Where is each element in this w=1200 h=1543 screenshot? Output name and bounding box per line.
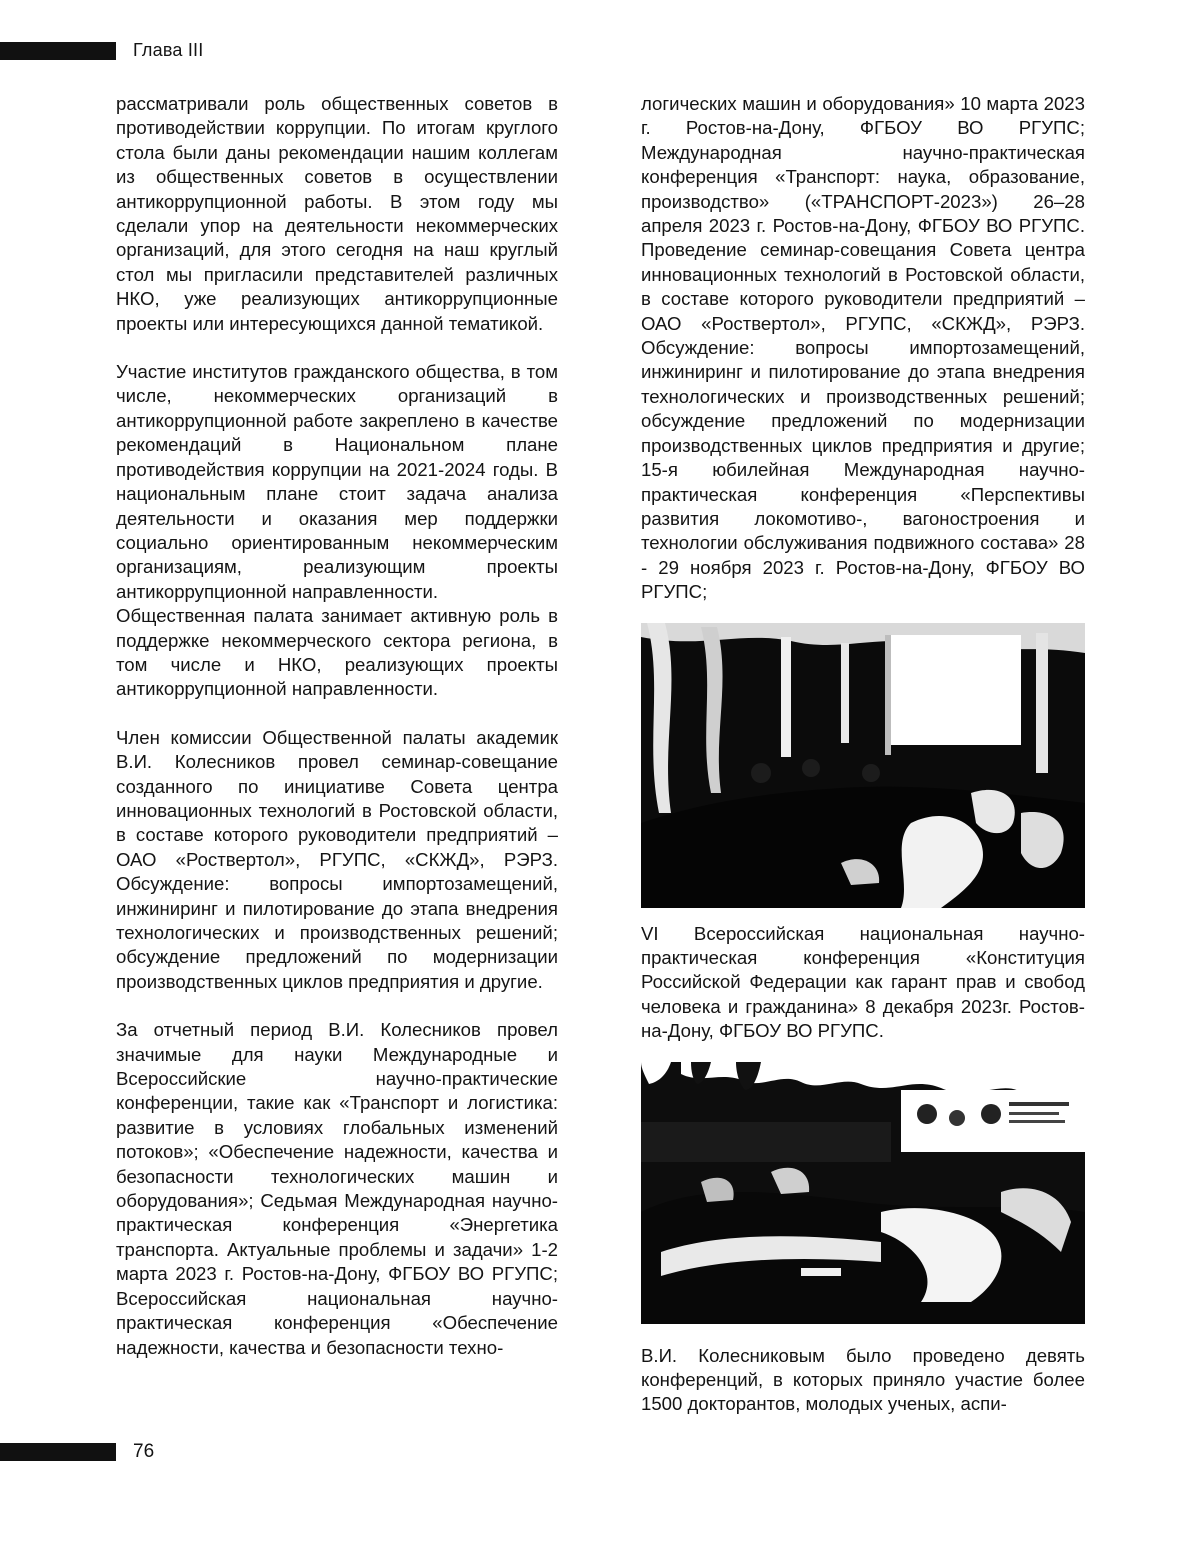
paragraph: логических машин и оборудования» 10 марта 2023 г. Ростов-на-Дону, ФГБОУ ВО РГУПС; Международная научно-практическая конференция «Транспорт: наука, образование, производство» («ТРАНСПОРТ-2023») 26–28 апреля 2023 г. Ростов-на-Дону, ФГБОУ ВО РГУПС. Проведение семинар-совещания Совета центра инновационных технологий в Ростовской области, в составе которого руководители предприятий – ОАО «Роствертол», РГУПС, «СКЖД», РЭРЗ. Обсуждение: вопросы импортозамещений, инжиниринг и пилотирование до этапа внедрения технологических и производственных решений; обсуждение предложений по модернизации производственных циклов предприятия и другие; 15-я юбилейная Международная научно-практическая конференция «Перспективы развития локомотиво-, вагоностроения и технологии обслуживания подвижного состава» 28 - 29 ноября 2023 г. Ростов-на-Дону, ФГБОУ ВО РГУПС; xyxy=(641,93,1085,603)
paragraph: Участие институтов гражданского общества, в том числе, некоммерческих организаций в антикоррупционной работе закреплено в качестве рекомендаций в Национальном плане противодействия коррупции на 2021-2024 годы. В национальным плане стоит задача анализа деятельности и оказания мер поддержки социально ориентированным некоммерческим организациям, реализующим проекты антикоррупционной направленности. xyxy=(116,361,558,602)
conference-hall-photo xyxy=(641,623,1085,908)
footer-bar xyxy=(0,1443,116,1461)
conference-room-photo xyxy=(641,1062,1085,1324)
chapter-title: Глава III xyxy=(133,40,204,60)
left-column xyxy=(116,92,558,1360)
page-number: 76 xyxy=(133,1441,155,1462)
header-bar xyxy=(0,42,116,60)
photo-caption: VI Всероссийская национальная научно-практическая конференция «Конституция Российской Федерации как гарант прав и свобод человека и гражданина» 8 декабря 2023г. Ростов-на-Дону, ФГБОУ ВО РГУПС. xyxy=(641,922,1085,1042)
right-column xyxy=(641,92,1085,1417)
paragraph: В.И. Колесниковым было проведено девять конференций, в которых приняло участие более 1500 докторантов, молодых ученых, аспи- xyxy=(641,1344,1085,1415)
paragraph: рассматривали роль общественных советов в противодействии коррупции. По итогам круглого стола были даны рекомендации нашим коллегам из общественных советов в осуществлении антикоррупционной работы. В этом году мы сделали упор на деятельности некоммерческих организаций, для этого сегодня на наш круглый стол мы пригласили представителей различных НКО, уже реализующих антикоррупционные проекты или интересующихся данной тематикой. xyxy=(116,93,558,334)
paragraph: За отчетный период В.И. Колесников провел значимые для науки Международные и Всероссийские научно-практические конференции, такие как «Транспорт и логистика: развитие в условиях глобальных изменений потоков»; «Обеспечение надежности, качества и безопасности технологических машин и оборудования»; Седьмая Международная научно-практическая конференция «Энергетика транспорта. Актуальные проблемы и задачи» 1-2 марта 2023 г. Ростов-на-Дону, ФГБОУ ВО РГУПС; Всероссийская национальная научно-практическая конференция «Обеспечение надежности, качества и безопасности техно- xyxy=(116,1019,558,1358)
paragraph: Член комиссии Общественной палаты академик В.И. Колесников провел семинар-совещание созданного по инициативе Совета центра инновационных технологий в Ростовской области, в составе которого руководители предприятий – ОАО «Роствертол», РГУПС, «СКЖД», РЭРЗ. Обсуждение: вопросы импортозамещений, инжиниринг и пилотирование до этапа внедрения технологических и производственных решений; обсуждение предложений по модернизации производственных циклов предприятия и другие. xyxy=(116,726,558,992)
paragraph: Общественная палата занимает активную роль в поддержке некоммерческого сектора региона, в том числе и НКО, реализующих проекты антикоррупционной направленности. xyxy=(116,605,558,700)
